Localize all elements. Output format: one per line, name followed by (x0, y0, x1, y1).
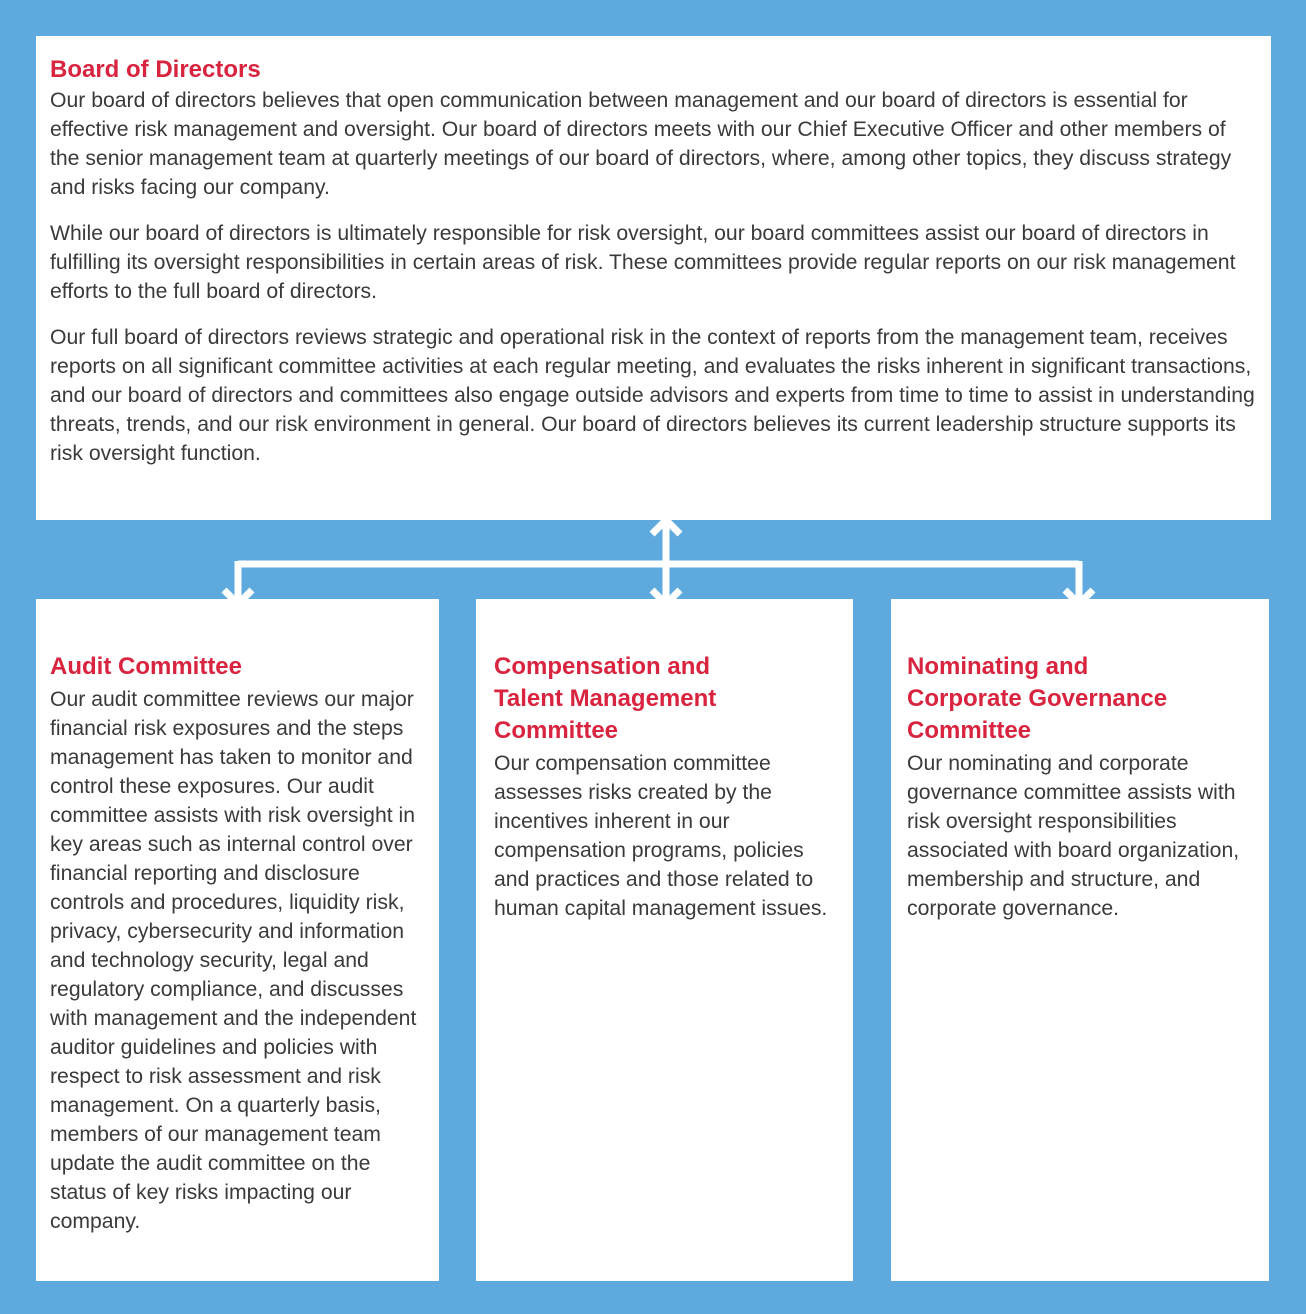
compensation-committee-text: Our compensation committee assesses risks created by the incentives inherent in our compensation programs, policies and practices and those related to human capital management issues. (494, 752, 828, 920)
compensation-committee-title: Compensation and Talent Management Committee (494, 653, 717, 744)
audit-committee-text: Our audit committee reviews our major financial risk exposures and the steps management has taken to monitor and control these exposures. Our audit committee assists with risk oversight in key areas such as internal control over financial reporting and disclosure controls and procedures, liquidity risk, privacy, cybersecurity and information and technology security, legal and regulatory compliance, and discusses with management and the independent auditor guidelines and policies with respect to risk assessment and risk management. On a quarterly basis, members of our management team update the audit committee on the status of key risks impacting our company. (50, 688, 417, 1233)
board-paragraph-3: Our full board of directors reviews strategic and operational risk in the context of reports from the management team, receives reports on all significant committee activities at each regular meeting, and evaluates the risks inherent in significant transactions, and our board of directors and committees also engage outside advisors and experts from time to time to assist in understanding threats, trends, and our risk environment in general. Our board of directors believes its current leadership structure supports its risk oversight function. (50, 326, 1255, 465)
nominating-committee-title: Nominating and Corporate Governance Committee (907, 653, 1168, 744)
audit-committee-title: Audit Committee (50, 653, 242, 680)
board-title: Board of Directors (50, 56, 261, 83)
board-paragraph-1: Our board of directors believes that open communication between management and our board of directors is essential for effective risk management and oversight. Our board of directors meets with our Chief Executive Officer and other members of the senior management team at quarterly meetings of our board of directors, where, among other topics, they discuss strategy and risks facing our company. (50, 89, 1232, 199)
nominating-committee-text: Our nominating and corporate governance committee assists with risk oversight responsibilities associated with board organization, membership and structure, and corporate governance. (907, 752, 1240, 920)
board-paragraph-2: While our board of directors is ultimately responsible for risk oversight, our board committees assist our board of directors in fulfilling its oversight responsibilities in certain areas of risk. These committees provide regular reports on our risk management efforts to the full board of directors. (50, 222, 1236, 303)
board-of-directors-panel (36, 36, 1271, 520)
audit-committee-panel (36, 599, 439, 1281)
compensation-committee-panel (476, 599, 853, 1281)
nominating-committee-panel (891, 599, 1269, 1281)
